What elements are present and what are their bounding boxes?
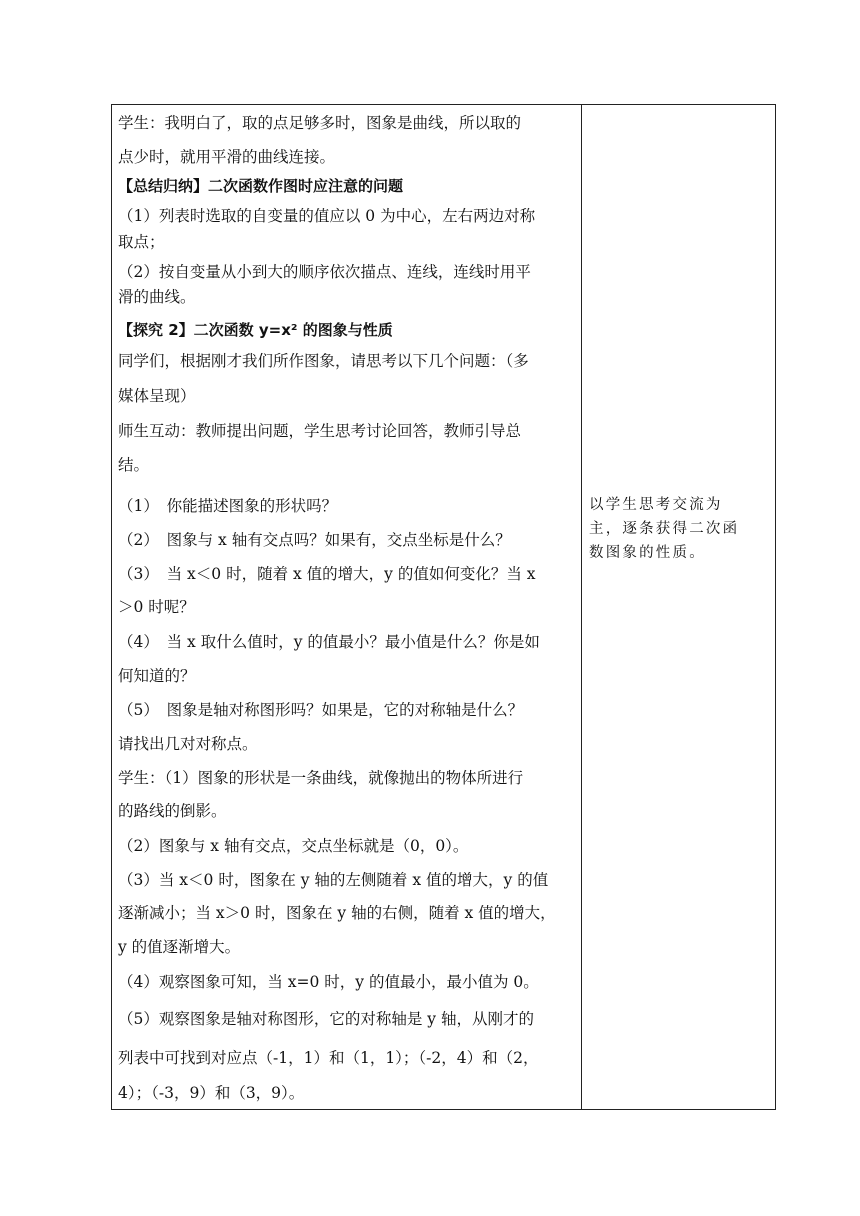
text-line: 列表中可找到对应点（-1，1）和（1，1）；（-2，4）和（2， [118, 1049, 539, 1067]
text-line: （1）列表时选取的自变量的值应以 0 为中心，左右两边对称 [118, 207, 536, 225]
answer-item: （5）观察图象是轴对称图形，它的对称轴是 y 轴，从刚才的 [118, 1010, 534, 1028]
note-line: 主，逐条获得二次函 [589, 521, 740, 537]
text-line: 滑的曲线。 [118, 288, 196, 306]
question-item: （5） 图象是轴对称图形吗？如果是，它的对称轴是什么？ [118, 701, 524, 719]
question-item: （3） 当 x＜0 时，随着 x 值的增大，y 的值如何变化？当 x [118, 565, 536, 583]
question-item: （1） 你能描述图象的形状吗？ [118, 497, 338, 515]
text-line: 请找出几对对称点。 [118, 735, 258, 753]
text-line: 4）；（-3，9）和（3，9）。 [118, 1084, 305, 1102]
column-divider [581, 105, 582, 1109]
text-line: 媒体呈现） [118, 387, 196, 405]
note-line: 数图象的性质。 [589, 545, 706, 561]
text-line: 的路线的倒影。 [118, 802, 227, 820]
note-line: 以学生思考交流为 [589, 497, 723, 513]
question-item: （2） 图象与 x 轴有交点吗？如果有，交点坐标是什么？ [118, 531, 511, 549]
section-heading-summary: 【总结归纳】二次函数作图时应注意的问题 [118, 177, 404, 195]
question-item: （4） 当 x 取什么值时，y 的值最小？最小值是什么？你是如 [118, 633, 540, 651]
answer-item: （4）观察图象可知，当 x=0 时，y 的值最小，最小值为 0。 [118, 973, 539, 991]
text-line: ＞0 时呢？ [118, 598, 195, 616]
text-line: y 的值逐渐增大。 [118, 938, 241, 956]
text-line: 师生互动：教师提出问题，学生思考讨论回答，教师引导总 [118, 422, 522, 440]
answer-item: （3）当 x＜0 时，图象在 y 轴的左侧随着 x 值的增大，y 的值 [118, 871, 549, 889]
text-line: 学生：我明白了，取的点足够多时，图象是曲线，所以取的 [118, 114, 522, 132]
text-line: 何知道的？ [118, 667, 196, 685]
text-line: （2）按自变量从小到大的顺序依次描点、连线，连线时用平 [118, 263, 531, 281]
answer-item: （2）图象与 x 轴有交点，交点坐标就是（0，0）。 [118, 837, 469, 855]
right-column-note [589, 493, 771, 565]
text-line: 同学们，根据刚才我们所作图象，请思考以下几个问题：（多 [118, 352, 529, 370]
lesson-table [111, 104, 776, 1110]
text-line: 点少时，就用平滑的曲线连接。 [118, 148, 336, 166]
text-line: 学生：（1）图象的形状是一条曲线，就像抛出的物体所进行 [118, 769, 524, 787]
section-heading-explore: 【探究 2】二次函数 y=x² 的图象与性质 [118, 321, 393, 339]
text-line: 逐渐减小；当 x＞0 时，图象在 y 轴的右侧，随着 x 值的增大， [118, 904, 556, 922]
text-line: 结。 [118, 456, 150, 474]
text-line: 取点； [118, 233, 165, 251]
